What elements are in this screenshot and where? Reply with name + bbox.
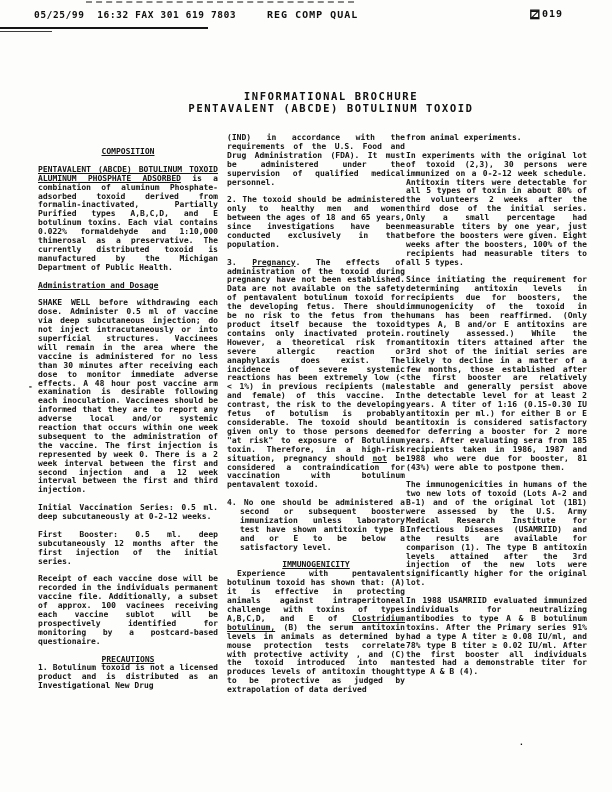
paragraph: PENTAVALENT (ABCDE) BOTULINUM TOXOID ALUMINUM PHOSPHATE ADSORBED is a combination of aluminum Phosphate-adsorbed toxoid derived from formalin-inactivated, Partially Purified types A,B,C,D, and E botulinum toxins. Each vial contains 0.022% formaldehyde and 1:10,000 thimerosal as a preservative. The currently distributed toxoid is manufactured by the Michigan Department of Public Health. <box>38 164 218 272</box>
paragraph: First Booster: 0.5 ml. deep subcutaneously 12 months after the first injection of the initial series. <box>38 529 218 566</box>
header-rule <box>0 27 208 29</box>
document-title <box>76 91 586 115</box>
fax-page-number: 019 <box>542 9 564 20</box>
header-rule-fragment <box>0 31 52 32</box>
fax-page-stamp <box>530 9 563 20</box>
section-heading: IMMUNOGENICITY <box>282 560 350 570</box>
column-left <box>38 148 218 700</box>
paragraph: The immunogenicities in humans of the two new lots of toxoid (Lots A-2 and B-1) and of the original lot (1B1) were assessed by the U.S. Army Medical Research Institute for Infectious Diseases (USAMRIID) and the results are available for comparison (1). The type B antitoxin levels attained after the 3rd injection of the new lots were significantly higher for the original lot. <box>406 480 587 588</box>
paragraph: Since initiating the requirement for determining antitoxin levels in recipients due for boosters, the immunogenicity of the toxoid in humans has been reaffirmed. (Only types A, B and/or E antitoxins are routinely assessed.) While the antitoxin titers attained after the 3rd shot of the initial series are likely to decline in a matter of a few months, those established after the first booster are relatively stable and generally persist above the detectable level for at least 2 years. A titer of 1:16 (0.15-0.30 IU antitoxin per ml.) for either B or E antitoxin is considered satisfactory for deferring a booster for 2 more years. After evaluating sera from 185 recipients taken in 1986, 1987 and 1988 who were due for booster, 81 (43%) were able to postpone them. <box>406 275 587 472</box>
column-middle <box>227 134 405 704</box>
paragraph: (IND) in accordance with the requirements of the U.S. Food and Drug Administration (FDA). It must be administered under the supervision of qualified medical personnel. <box>227 133 405 187</box>
paragraph: 2. The toxoid should be administered only to healthy men and women between the ages of 18 and 65 years, since investigations have been conducted exclusively in that population. <box>227 195 405 249</box>
section-heading: Administration and Dosage <box>38 280 159 290</box>
document-title-line2: PENTAVALENT (ABCDE) BOTULINUM TOXOID <box>188 103 474 115</box>
paragraph: In 1988 USAMRIID evaluated immunized individuals for neutralizing antibodies to type A & B botulinum toxins. After the Primary series 91% had a type A titer ≥ 0.08 IU/ml, and 78% type B titer ≥ 0.02 IU/ml. After the first booster all individuals tested had a demonstrable titer for type A & B (4). <box>406 596 587 677</box>
paragraph: Initial Vaccination Series: 0.5 ml. deep subcutaneously at 0-2-12 weeks. <box>38 503 218 522</box>
paragraph: Experience with pentavalent botulinum toxoid has shown that: (A) it is effective in protecting animals against intraperitoneal challenge with toxins of types A,B,C,D, and E of Clostridium botulinum, (B) the serum antitoxin levels in animals as determined by mouse protection tests correlate with protective activity , and (C) the toxoid introduced into man produces levels of antitoxin thought to be protective as judged by extrapolation of data derived <box>227 569 405 695</box>
paragraph: In experiments with the original lot of toxoid (2,3), 30 persons were immunized on a 0-2-12 week schedule. Antitoxin titers were detectable for all 5 types of toxin in about 80% of the volunteers 2 weeks after the third dose of the initial series. Only a small percentage had measurable titers by one year, just before the boosters were given. Eight weeks after the boosters, 100% of the recipients had measurable titers to all 5 types. <box>406 150 587 267</box>
paragraph: SHAKE WELL before withdrawing each dose. Administer 0.5 ml of vaccine via deep subcutaneous injection; do not inject intracutaneously or into superficial structures. Vaccinees will remain in the area where the vaccine is administered for no less than 30 minutes after receiving each dose to monitor immediate adverse effects. A 48 hour post vaccine arm examination is desirable following each inoculation. Vaccinees should be informed that they are to report any adverse local and/or systemic reaction that occurs within one week subsequent to the administration of the vaccine. The first injection is represented by week 0. There is a 2 week interval between the first and second injection and a 12 week interval between the first and third injection. <box>38 298 218 495</box>
section-heading: PRECAUTIONS <box>101 654 155 664</box>
document-title-line1: INFORMATIONAL BROCHURE <box>243 91 419 103</box>
paragraph: Receipt of each vaccine dose will be recorded in the individuals permanent vaccine file. Additionally, a subset of approx. 100 vacinees receiving each vaccine sublot will be prospectively identified for monitoring by a postcard-based questionaire. <box>38 574 218 646</box>
section-heading: COMPOSITION <box>101 147 155 156</box>
fax-header-datetime: 05/25/99 16:32 FAX 301 619 7803 <box>34 10 237 21</box>
scan-artifact-dot: . <box>519 738 524 747</box>
paragraph: 4. No one should be administered a second or subsequent booster immunization unless laboratory test have shown antitoxin type B and or E to be below a satisfactory level. <box>227 498 405 552</box>
paragraph: 3. Pregnancy. The effects of administration of the toxoid during pregnancy have not been established. Data are not available on the safety of pentavalent botulinum toxoid for the developing fetus. There should be no risk to the fetus from the product itself because the toxoid contains only inactivated protein. However, a theoretical risk from severe allergic reaction or anaphylaxis does exist. The incidence of severe systemic reactions has been extremely low (< < 1%) in previous recipients (male and female) of this vaccine. In contrast, the risk to the developing fetus of botulism is probably considerable. The toxoid should be given only to those persons deemed "at risk" to exposure of Botulinum toxin. Therefore, in a high-risk situation, pregnancy should not be considered a contraindication for vaccination with botulinum pentavalent toxoid. <box>227 257 406 490</box>
fax-header-label: REG COMP QUAL <box>267 10 359 21</box>
paragraph: from animal experiments. <box>406 133 522 142</box>
checkbox-stamp-icon <box>530 9 540 20</box>
paragraph: 1. Botulinum toxoid is not a licensed product and is distributed as an Investigational New Drug <box>38 663 218 691</box>
scan-artifact-margin-dash: - <box>28 382 33 391</box>
scan-artifact-top-line <box>86 1 354 3</box>
column-right <box>406 134 587 686</box>
